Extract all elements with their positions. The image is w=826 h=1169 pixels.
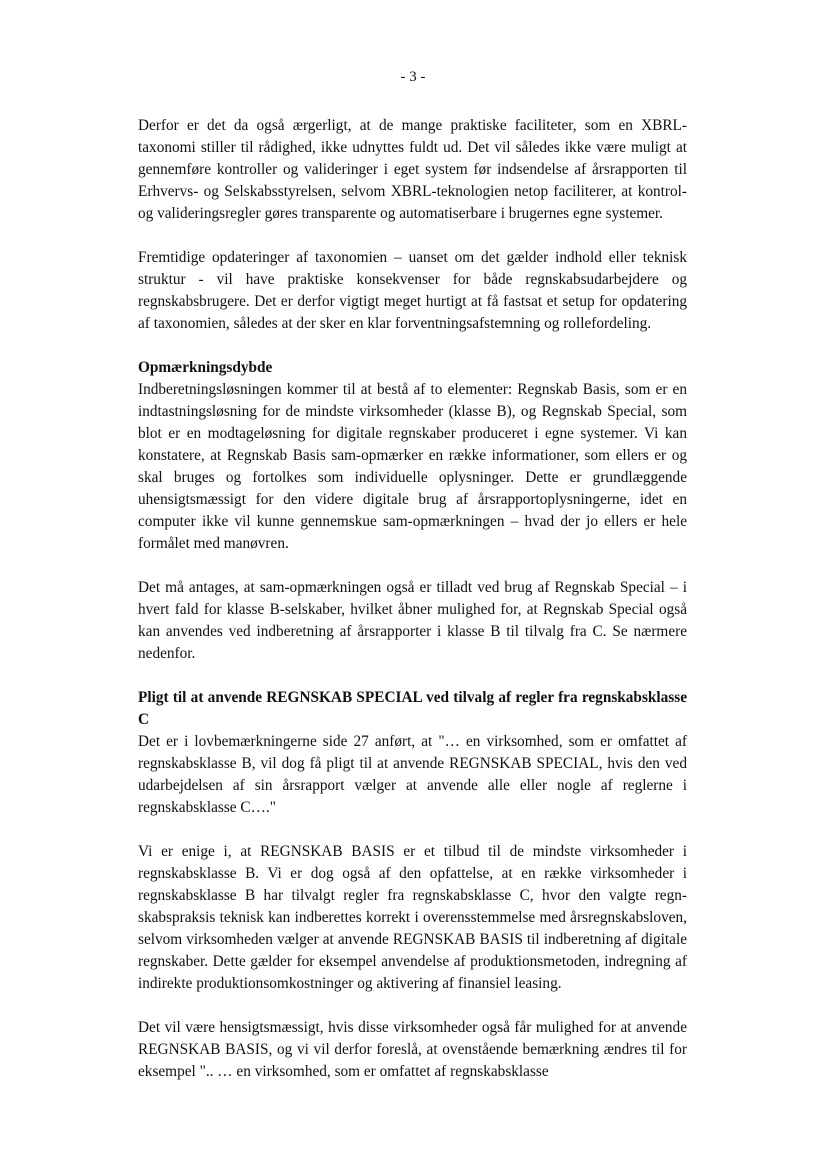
- section-markup-depth: [138, 357, 687, 555]
- paragraph-basis-offer: Vi er enige i, at REGNSKAB BASIS er et tilbud til de mindste virksomheder i regnskabsklasse B. Vi er dog også af den opfattelse, at en række virksomheder i regnskabsklasse B har tilvalgt regler fra regnskabsklasse C, hvor den valgte regnskabspraksis teknisk kan indberettes korrekt i overensstemmelse med årsregnskabsloven, selvom virksomheden vælger at anvende REGNSKAB BASIS til indberetning af digitale regnskaber. Dette gælder for eksempel anvendelse af produktionsmetoden, indregning af indirekte produktionsomkostninger og aktivering af finansiel leasing.: [138, 843, 687, 992]
- paragraph-sam-markup: Det må antages, at sam-opmærkningen også er tilladt ved brug af Regnskab Special – i hvert fald for klasse B-selskaber, hvilket åbner mulighed for, at Regnskab Special også kan anvendes ved indberetning af årsrapporter i klasse B til tilvalg fra C. Se nærmere nedenfor.: [138, 579, 687, 662]
- section-heading-markup-depth: Opmærkningsdybde: [138, 359, 273, 376]
- paragraph-xbrl-facilities: Derfor er det da også ærgerligt, at de mange praktiske faciliteter, som en XBRL-taxonomi stiller til rådighed, ikke udnyttes fuldt ud. Det vil således ikke være muligt at gennemføre kontroller og valideringer i eget system før indsendelse af årsrapporten til Erhvervs- og Selskabsstyrelsen, selvom XBRL-teknologien netop faciliterer, at kontrol- og valideringsregler gøres transparente og automatiserbare i brugernes egne systemer.: [138, 117, 687, 222]
- page-number: - 3 -: [400, 69, 426, 85]
- section-heading-special-obligation: Pligt til at anvende REGNSKAB SPECIAL ved tilvalg af regler fra regnskabsklasse C: [138, 689, 687, 728]
- paragraph-proposal: Det vil være hensigtsmæssigt, hvis disse virksomheder også får mulighed for at anvende REGNSKAB BASIS, og vi vil derfor foreslå, at ovenstående bemærkning ændres til for eksempel ".. … en virksomhed, som er omfattet af regnskabsklasse: [138, 1019, 687, 1080]
- paragraph-taxonomy-updates: Fremtidige opdateringer af taxonomien – uanset om det gælder indhold eller teknisk struktur - vil have praktiske konsekvenser for både regnskabsudarbejdere og regnskabsbrugere. Det er derfor vigtigt meget hurtigt at få fastsat et setup for opdatering af taxonomien, således at der sker en klar forventningsafstemning og rollefordeling.: [138, 249, 687, 332]
- section-text-special-obligation: Det er i lovbemærkningerne side 27 anført, at "… en virksomhed, som er omfattet af regnskabsklasse B, vil dog få pligt til at anvende REGNSKAB SPECIAL, hvis den ved udarbejdelsen af sin årsrapport vælger at anvende alle eller nogle af reglerne i regnskabsklasse C….": [138, 733, 687, 816]
- document-body: [138, 115, 687, 1105]
- section-text-markup-depth: Indberetningsløsningen kommer til at bestå af to elementer: Regnskab Basis, som er en indtastningsløsning for de mindste virksomheder (klasse B), og Regnskab Special, som blot er en modtageløsning for digitale regnskaber produceret i egne systemer. Vi kan konstatere, at Regnskab Basis sam-opmærker en række informationer, som ellers er og skal bruges og fortolkes som individuelle oplysninger. Dette er grundlæggende uhensigtsmæssigt for den videre digitale brug af årsrapportoplysningerne, idet en computer ikke vil kunne gennemskue sam-opmærkningen – hvad der jo ellers er hele formålet med manøvren.: [138, 381, 687, 552]
- section-special-obligation: [138, 687, 687, 819]
